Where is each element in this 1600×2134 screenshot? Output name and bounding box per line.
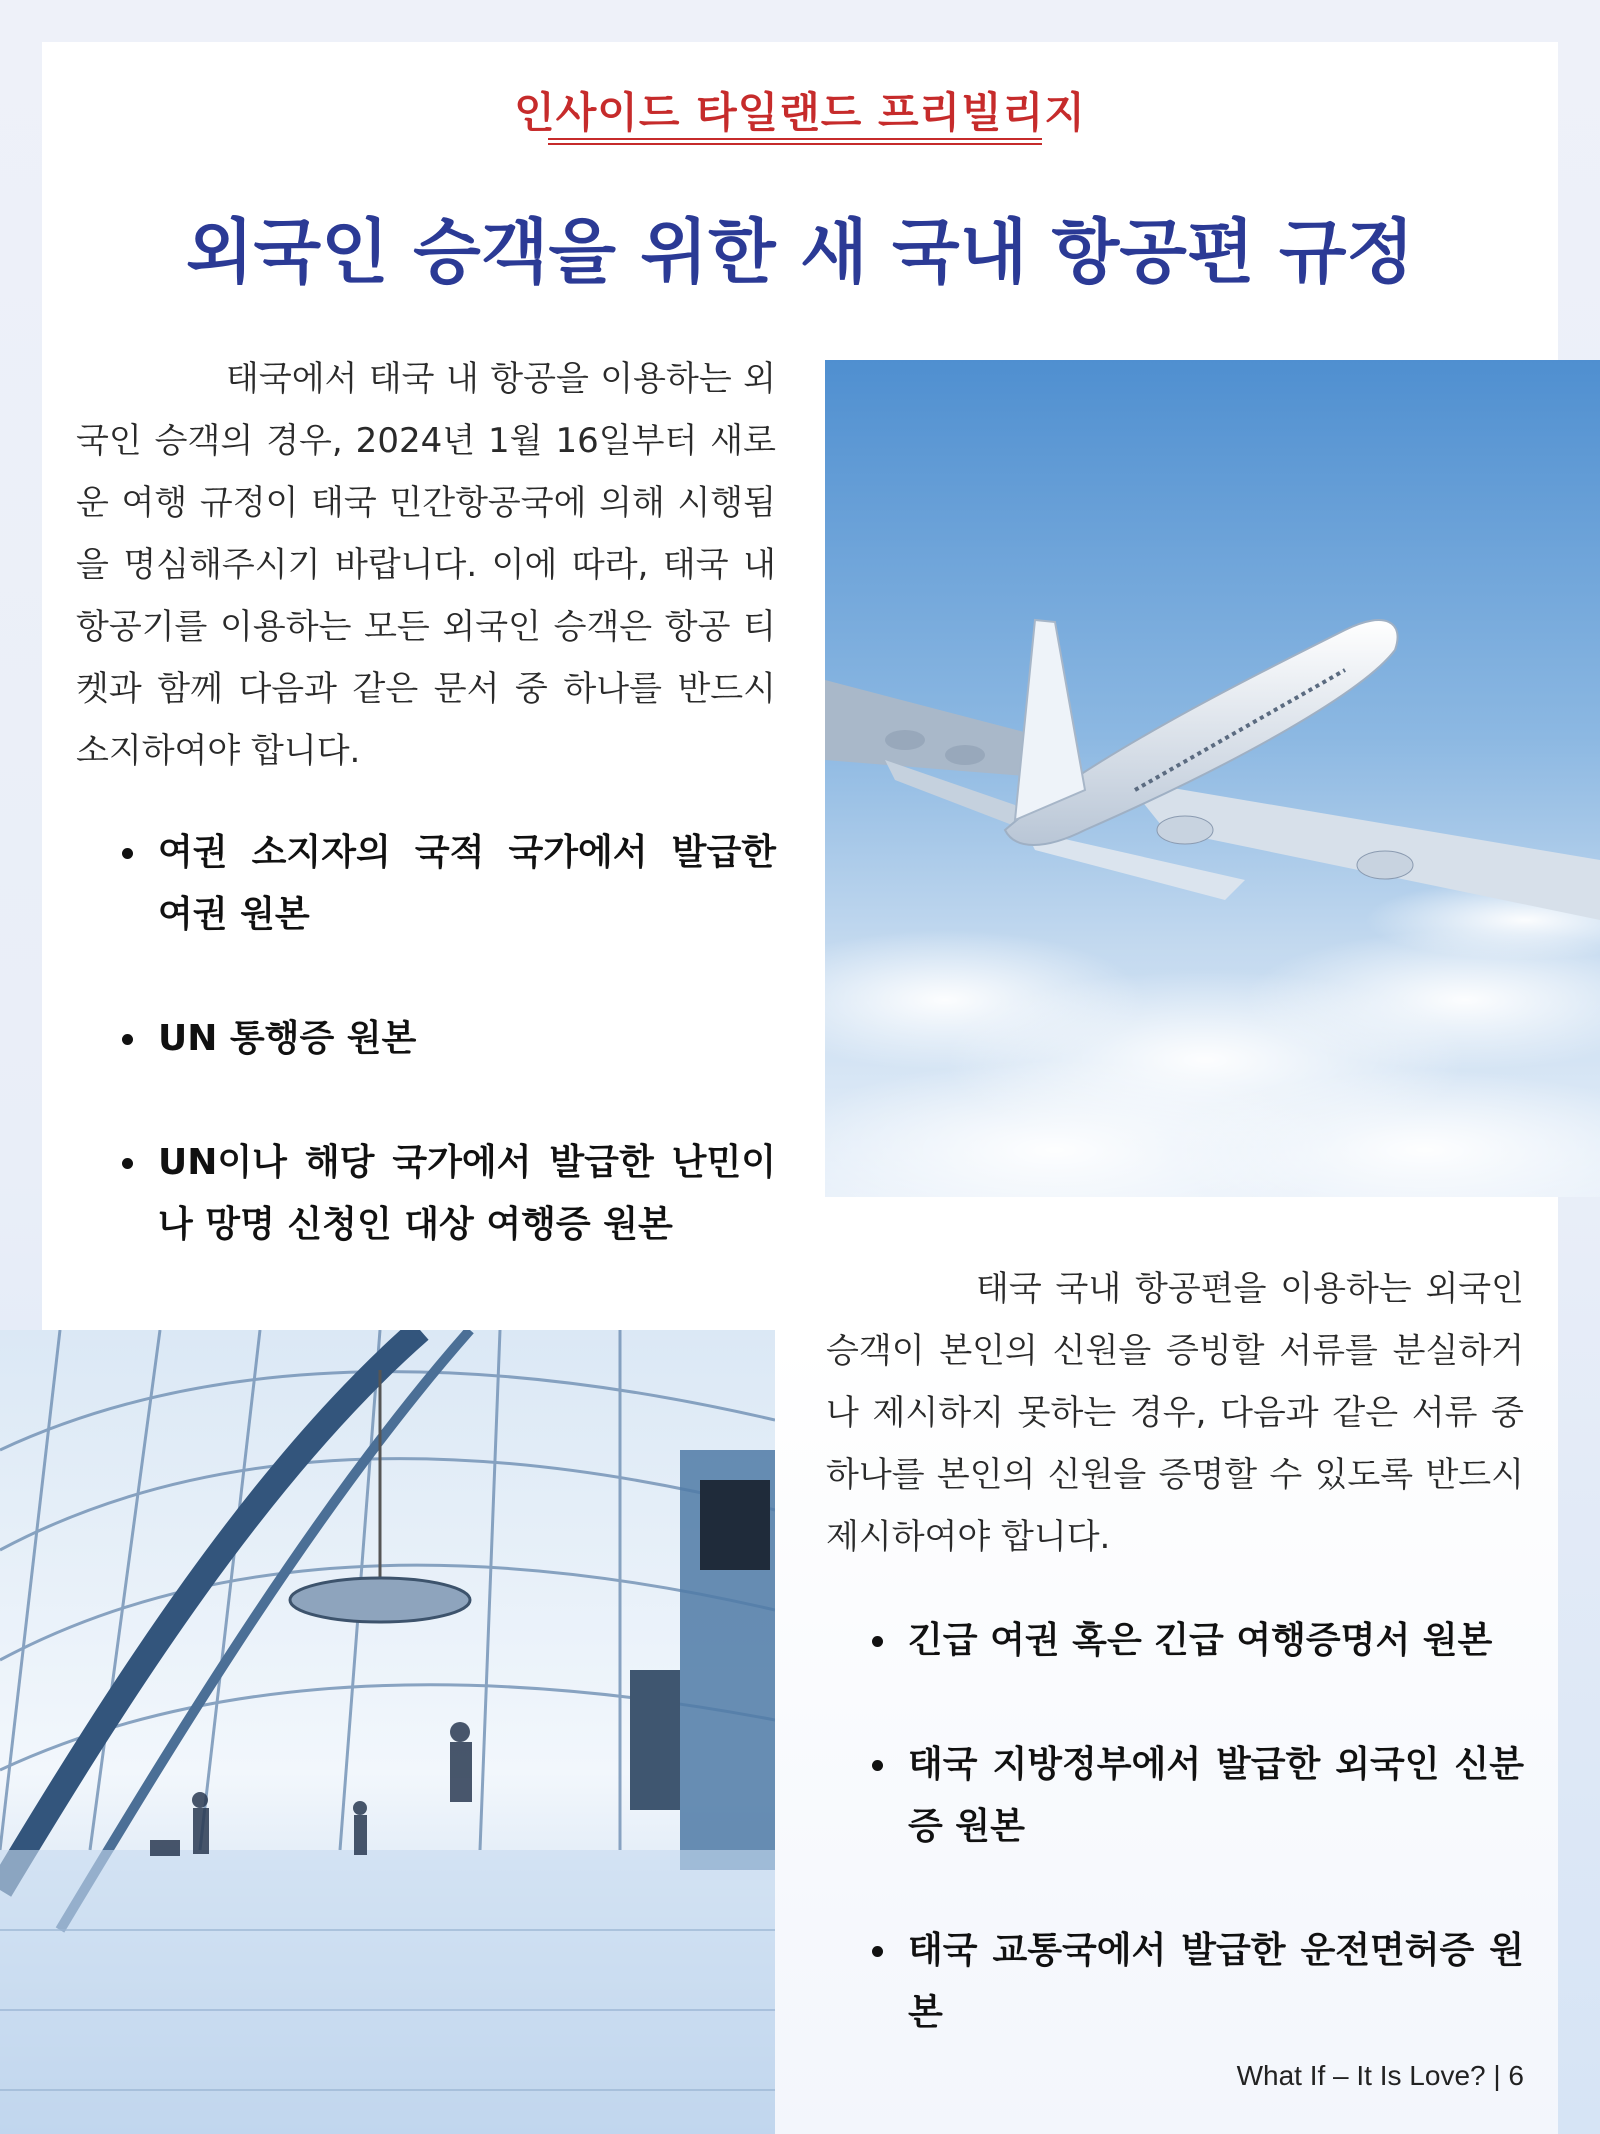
bullet-dot xyxy=(122,848,133,859)
list-item xyxy=(76,822,776,946)
right-bullet-list xyxy=(826,1610,1524,2044)
page-footer: What If – It Is Love? | 6 xyxy=(1236,2060,1524,2091)
left-column xyxy=(76,348,776,1318)
list-item xyxy=(826,1920,1524,2044)
bullet-dot xyxy=(872,1946,883,1957)
bullet-dot xyxy=(122,1158,133,1169)
list-item xyxy=(76,1132,776,1256)
airport-terminal-photo xyxy=(0,1330,775,2134)
right-column xyxy=(826,1258,1524,2106)
list-item-text: 태국 지방정부에서 발급한 외국인 신분증 원본 xyxy=(908,1744,1524,1847)
section-tag: 인사이드 타일랜드 프리빌리지 xyxy=(514,88,1086,137)
bullet-dot xyxy=(122,1034,133,1045)
list-item-text: 긴급 여권 혹은 긴급 여행증명서 원본 xyxy=(908,1620,1493,1661)
list-item xyxy=(76,1008,776,1070)
left-bullet-list xyxy=(76,822,776,1256)
airplane-in-sky-photo xyxy=(825,360,1600,1197)
list-item xyxy=(826,1734,1524,1858)
page-title: 외국인 승객을 위한 새 국내 항공편 규정 xyxy=(185,211,1415,293)
left-paragraph: 태국에서 태국 내 항공을 이용하는 외국인 승객의 경우, 2024년 1월 16일부터 새로운 여행 규정이 태국 민간항공국에 의해 시행됨을 명심해주시기 바랍니다. 이에 따라, 태국 내 항공기를 이용하는 모든 외국인 승객은 항공 티켓과 함께 다음과 같은 문서 중 하나를 반드시 소지하여야 합니다. xyxy=(76,359,776,771)
list-item xyxy=(826,1610,1524,1672)
list-item-text: UN이나 해당 국가에서 발급한 난민이나 망명 신청인 대상 여행증 원본 xyxy=(158,1142,776,1245)
bullet-dot xyxy=(872,1636,883,1647)
list-item-text: 태국 교통국에서 발급한 운전면허증 원본 xyxy=(908,1930,1524,2033)
list-item-text: 여권 소지자의 국적 국가에서 발급한 여권 원본 xyxy=(158,832,776,935)
bullet-dot xyxy=(872,1760,883,1771)
section-tag-underline xyxy=(548,138,1042,145)
list-item-text: UN 통행증 원본 xyxy=(158,1018,417,1059)
right-paragraph: 태국 국내 항공편을 이용하는 외국인 승객이 본인의 신원을 증빙할 서류를 분실하거나 제시하지 못하는 경우, 다음과 같은 서류 중 하나를 본인의 신원을 증명할 수 있도록 반드시 제시하여야 합니다. xyxy=(826,1269,1524,1557)
